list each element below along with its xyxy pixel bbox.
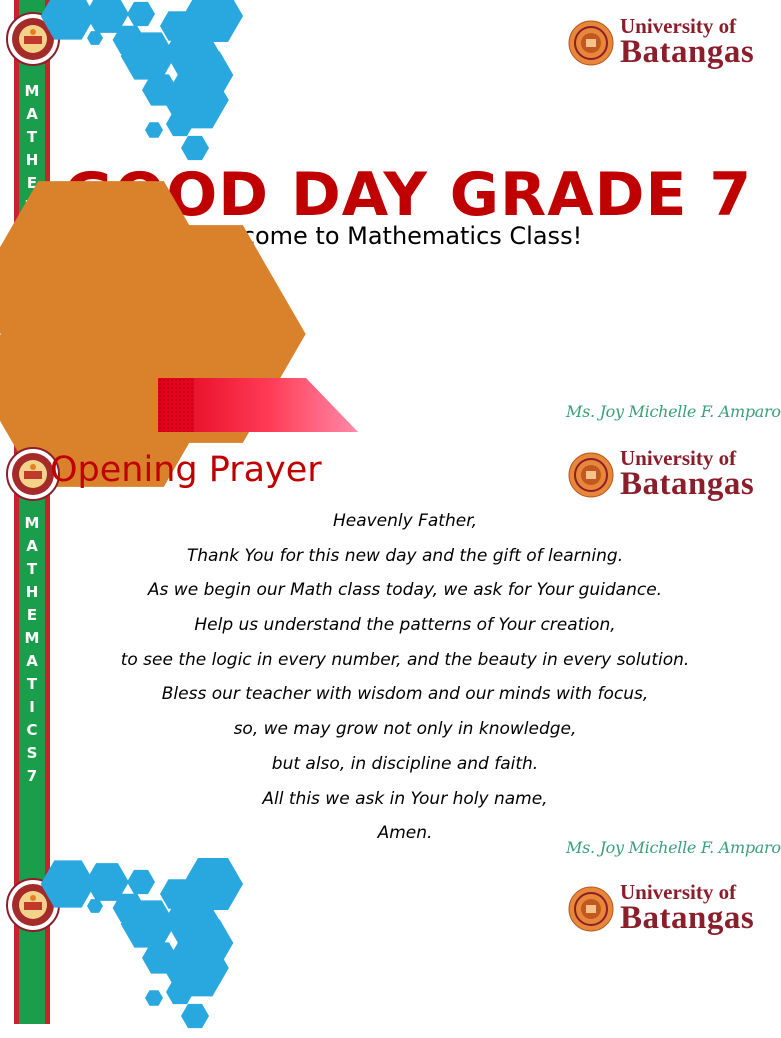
slide-opening-prayer [0, 446, 781, 1024]
red-banner-shape [158, 378, 358, 432]
university-name-line1: University of [620, 880, 737, 904]
prayer-line: Thank You for this new day and the gift of learning. [186, 545, 624, 566]
prayer-line: Heavenly Father, [332, 511, 478, 531]
university-name-line2: Batangas [620, 34, 755, 70]
prayer-line: Bless our teacher with wisdom and our minds with focus, [161, 684, 649, 705]
slide-welcome [0, 0, 781, 512]
prayer-line: so, we may grow not only in knowledge, [233, 719, 577, 740]
section-heading: Opening Prayer [50, 450, 322, 490]
prayer-line: Amen. [377, 823, 433, 844]
teacher-signature: Ms. Joy Michelle F. Amparo [566, 402, 781, 421]
university-logo [568, 446, 764, 508]
university-name-line1: University of [620, 14, 737, 38]
page-title: GOOD DAY GRADE 7 [64, 160, 753, 230]
university-emblem-icon [568, 886, 614, 932]
university-name-line1: University of [620, 446, 737, 470]
prayer-line: but also, in discipline and faith. [271, 753, 539, 774]
side-strip-letters: M A T H E M A T I C S 7 [24, 514, 40, 785]
side-strip-letters: M A T H E M A T I C S 7 [24, 82, 40, 353]
teacher-signature: Ms. Joy Michelle F. Amparo [566, 838, 781, 857]
blue-hexagon-cluster [50, 0, 240, 170]
university-name-line2: Batangas [620, 466, 755, 502]
university-logo [568, 14, 764, 76]
prayer-line: Help us understand the patterns of Your creation, [194, 615, 616, 636]
page-subtitle: Welcome to Mathematics Class! [198, 222, 583, 250]
university-logo [568, 880, 764, 942]
university-emblem-icon [568, 20, 614, 66]
prayer-text [60, 504, 750, 851]
university-emblem-icon [568, 452, 614, 498]
prayer-line: As we begin our Math class today, we ask for Your guidance. [147, 580, 663, 601]
university-name-line2: Batangas [620, 900, 755, 936]
prayer-line: All this we ask in Your holy name, [262, 788, 548, 809]
blue-hexagon-cluster [50, 868, 240, 1038]
prayer-line: to see the logic in every number, and the beauty in every solution. [120, 649, 690, 670]
